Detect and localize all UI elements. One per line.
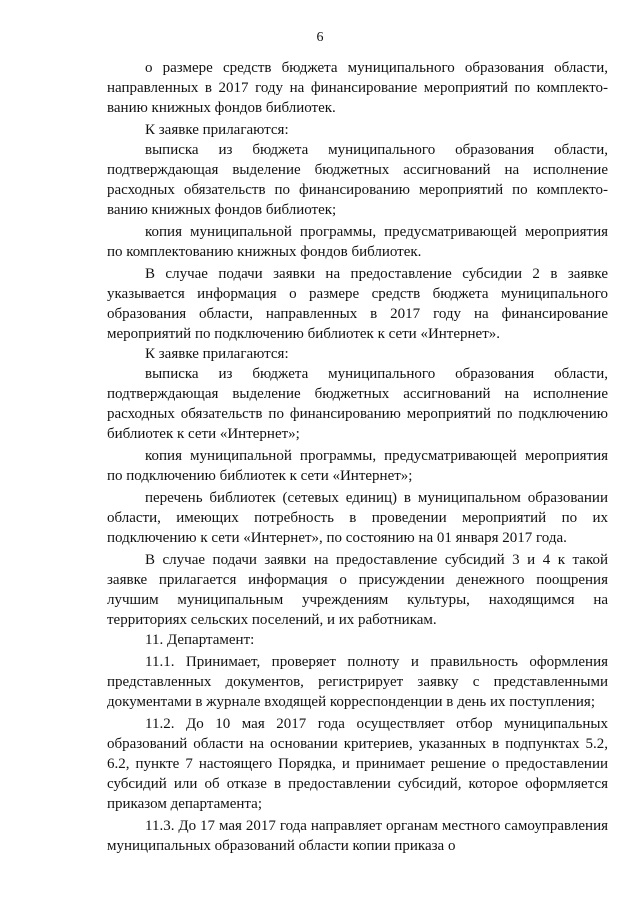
paragraph-program-copy-books: копия муниципальной программы, предусматривающей мероприятия по комплектованию книжных фондов библиотек. xyxy=(107,224,608,260)
page-number: 6 xyxy=(316,30,324,45)
paragraph-funding-amount-books: о размере средств бюджета муниципального образования области, направленных в 2017 году на финансирование мероприятий по комплектованию книжных фондов библиотек. xyxy=(107,60,608,116)
paragraph-subsidy-2-request: В случае подачи заявки на предоставление субсидии 2 в заявке указывается информация о размере средств бюджета муниципального образования области, направленных в 2017 году на финансирование мероприятий по подключению библиотек к сети «Интернет». xyxy=(107,266,608,342)
paragraph-budget-extract-internet: выписка из бюджета муниципального образования области, подтверждающая выделение бюджетных ассигнований на исполнение расходных обязательств по финансированию мероприятий по подключению библиотек к сети «Интернет»; xyxy=(107,366,608,442)
paragraph-attachments-heading-2: К заявке прилагаются: xyxy=(145,346,289,362)
paragraph-library-list: перечень библиотек (сетевых единиц) в муниципальном образовании области, имеющих потребность в проведении мероприятий по их подключению к сети «Интернет», по состоянию на 01 января 2017 года. xyxy=(107,490,608,546)
paragraph-item-11-3: 11.3. До 17 мая 2017 года направляет органам местного самоуправления муниципальных образований области копии приказа о xyxy=(107,818,608,854)
paragraph-item-11-1: 11.1. Принимает, проверяет полноту и правильность оформления представленных документов, регистрирует заявку с представленными документами в журнале входящей корреспонденции в день их поступления; xyxy=(107,654,608,710)
paragraph-subsidies-3-4: В случае подачи заявки на предоставление субсидий 3 и 4 к такой заявке прилагается информация о присуждении денежного поощрения лучшим муниципальным учреждениям культуры, находящимся на территориях сельских поселений, и их работникам. xyxy=(107,552,608,628)
document-body xyxy=(107,58,608,856)
paragraph-department-heading: 11. Департамент: xyxy=(145,632,255,648)
paragraph-program-copy-internet: копия муниципальной программы, предусматривающей мероприятия по подключению библиотек к сети «Интернет»; xyxy=(107,448,608,484)
paragraph-item-11-2: 11.2. До 10 мая 2017 года осуществляет отбор муниципальных образований области на основании критериев, указанных в подпунктах 5.2, 6.2, пункте 7 настоящего Порядка, и принимает решение о предоставлении субсидий или об отказе в предоставлении субсидий, которое оформляется приказом департамента; xyxy=(107,716,608,812)
paragraph-attachments-heading-1: К заявке прилагаются: xyxy=(145,122,289,138)
paragraph-budget-extract-books: выписка из бюджета муниципального образования области, подтверждающая выделение бюджетных ассигнований на исполнение расходных обязательств по финансированию мероприятий по комплектованию книжных фондов библиотек; xyxy=(107,142,608,218)
